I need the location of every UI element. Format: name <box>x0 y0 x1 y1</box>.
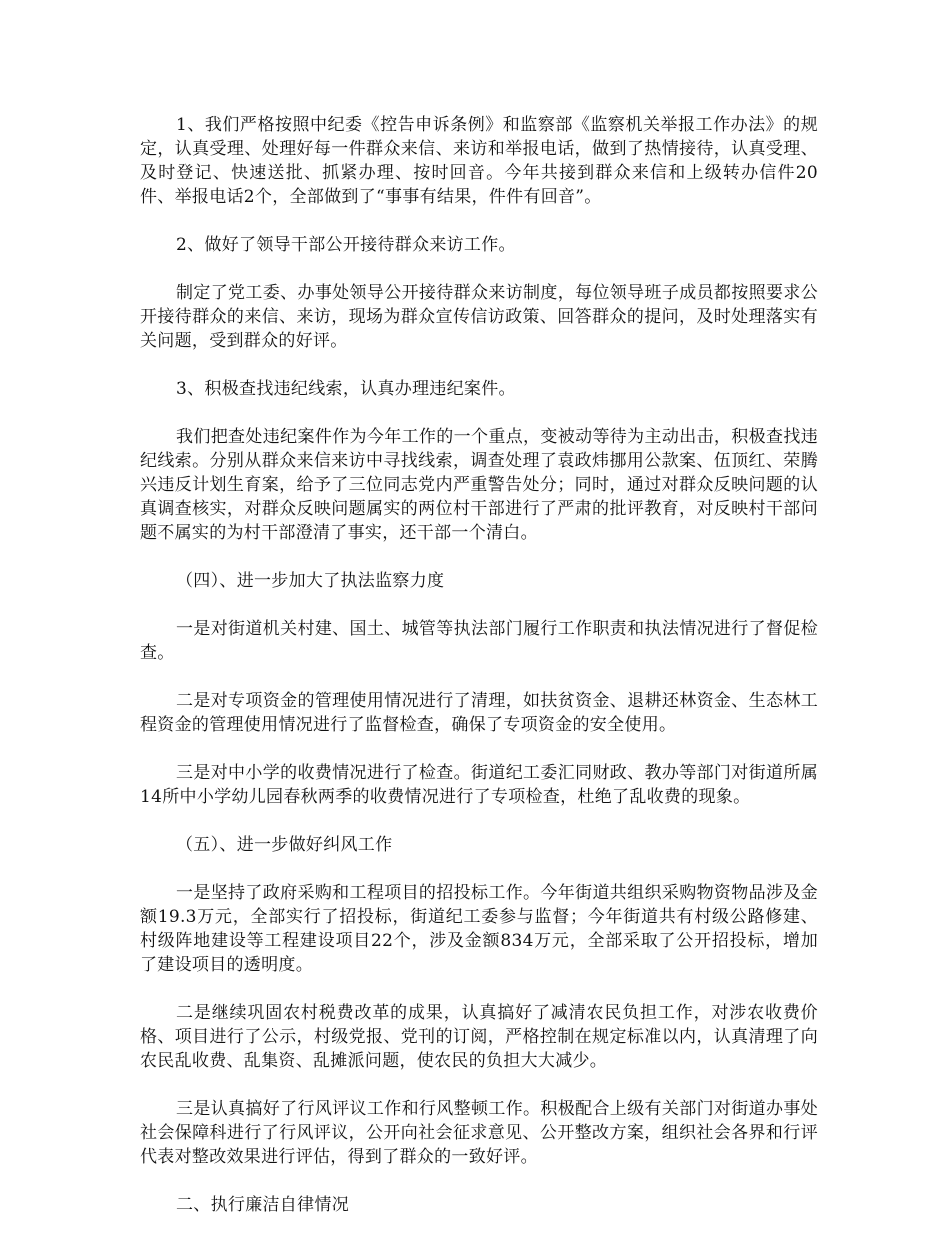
section-heading-rectify-conduct: （五）、进一步做好纠风工作 <box>176 835 393 855</box>
subheading-leader-reception: 2、做好了领导干部公开接待群众来访工作。 <box>176 235 516 255</box>
paragraph-special-funds: 二是对专项资金的管理使用情况进行了清理，如扶贫资金、退耕还林资金、生态林工程资金的管理使用情况进行了监督检查，确保了专项资金的安全使用。 <box>140 691 818 735</box>
paragraph-violation-cases: 我们把查处违纪案件作为今年工作的一个重点，变被动等待为主动出击，积极查找违纪线索。分别从群众来信来访中寻找线索，调查处理了袁政炜挪用公款案、伍顶红、荣腾兴违反计划生育案，给予了三位同志党内严重警告处分；同时，通过对群众反映问题的认真调查核实，对群众反映问题属实的两位村干部进行了严肃的批评教育，对反映村干部问题不属实的为村干部澄清了事实，还干部一个清白。 <box>140 427 818 543</box>
paragraph-enforcement-inspection: 一是对街道机关村建、国土、城管等执法部门履行工作职责和执法情况进行了督促检查。 <box>140 619 818 663</box>
paragraph-farmer-burden: 二是继续巩固农村税费改革的成果，认真搞好了减清农民负担工作，对涉农收费价格、项目进行了公示，村级党报、党刊的订阅，严格控制在规定标准以内，认真清理了向农民乱收费、乱集资、乱摊派问题，使农民的负担大大减少。 <box>140 1003 818 1071</box>
paragraph-conduct-evaluation: 三是认真搞好了行风评议工作和行风整顿工作。积极配合上级有关部门对街道办事处社会保障科进行了行风评议，公开向社会征求意见、公开整改方案，组织社会各界和行评代表对整改效果进行评估，得到了群众的一致好评。 <box>140 1099 818 1167</box>
paragraph-letters-handling: 1、我们严格按照中纪委《控告申诉条例》和监察部《监察机关举报工作办法》的规定，认真受理、处理好每一件群众来信、来访和举报电话，做到了热情接待，认真受理、及时登记、快速送批、抓紧办理、按时回音。今年共接到群众来信和上级转办信件20件、举报电话2个，全部做到了“事事有结果，件件有回音”。 <box>140 115 818 207</box>
paragraph-reception-system: 制定了党工委、办事处领导公开接待群众来访制度，每位领导班子成员都按照要求公开接待群众的来信、来访，现场为群众宣传信访政策、回答群众的提问，及时处理落实有关问题，受到群众的好评。 <box>140 283 818 351</box>
paragraph-procurement-bidding: 一是坚持了政府采购和工程项目的招投标工作。今年街道共组织采购物资物品涉及金额19.3万元，全部实行了招投标，街道纪工委参与监督；今年街道共有村级公路修建、村级阵地建设等工程建设项目22个，涉及金额834万元，全部采取了公开招投标，增加了建设项目的透明度。 <box>140 883 818 975</box>
section-heading-integrity-discipline: 二、执行廉洁自律情况 <box>176 1195 349 1215</box>
document-body <box>140 113 818 1241</box>
section-heading-enforcement-supervision: （四）、进一步加大了执法监察力度 <box>176 571 445 591</box>
paragraph-school-fees: 三是对中小学的收费情况进行了检查。街道纪工委汇同财政、教办等部门对街道所属14所中小学幼儿园春秋两季的收费情况进行了专项检查，杜绝了乱收费的现象。 <box>140 763 818 807</box>
subheading-violation-clues: 3、积极查找违纪线索，认真办理违纪案件。 <box>176 379 516 399</box>
